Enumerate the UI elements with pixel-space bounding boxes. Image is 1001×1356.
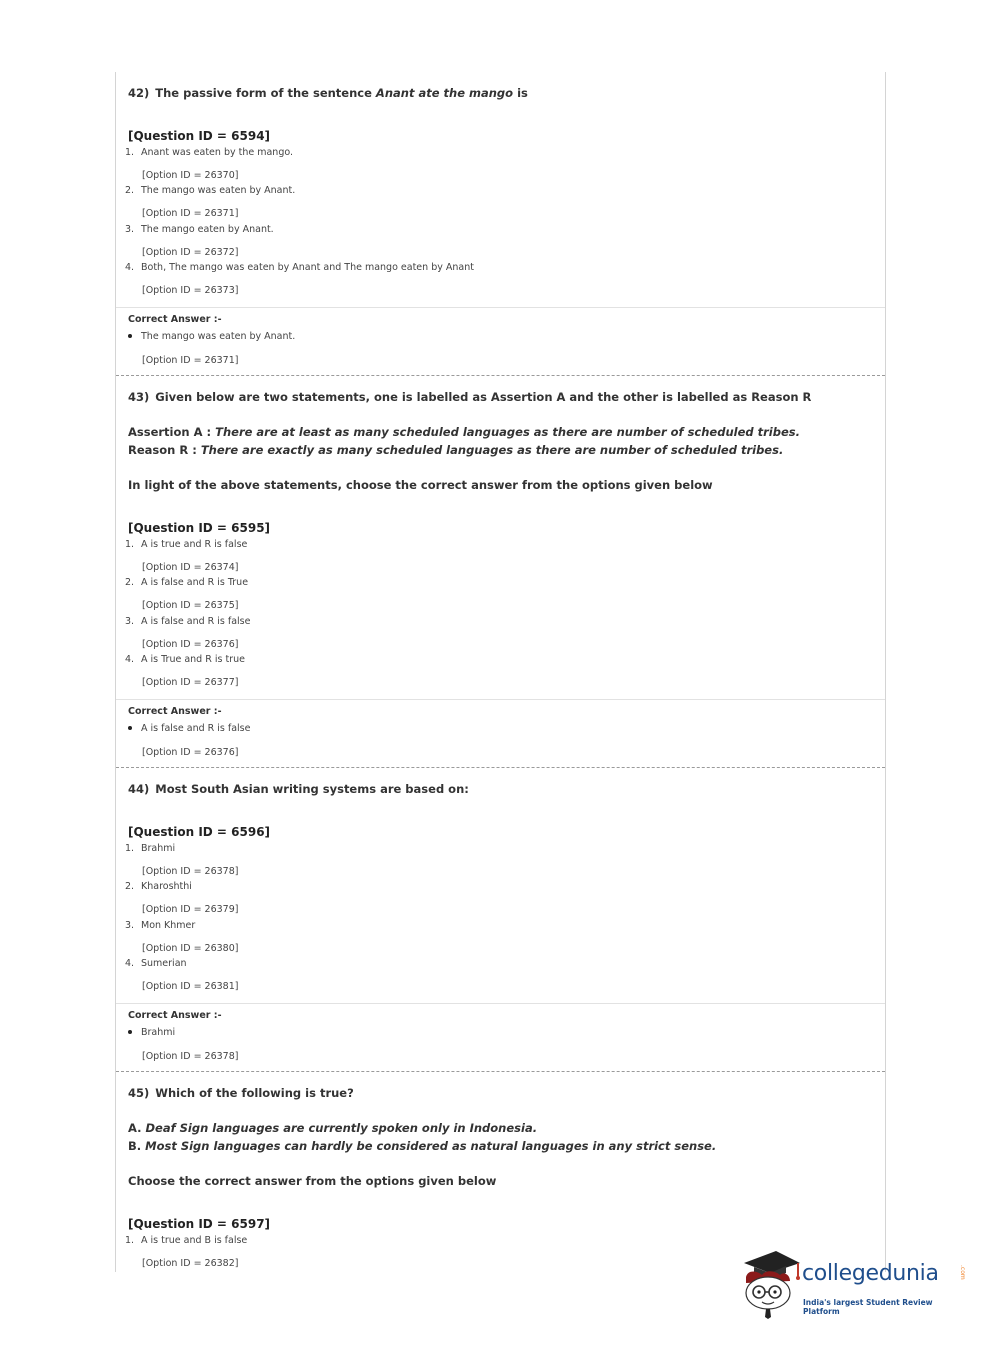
divider [116, 1003, 885, 1004]
correct-option-id: [Option ID = 26371] [142, 355, 239, 366]
correct-answer-label: Correct Answer :- [128, 314, 222, 325]
option: 2. A is false and R is True [125, 577, 249, 588]
correct-option-id: [Option ID = 26376] [142, 747, 239, 758]
statement-b: B. Most Sign languages can hardly be considered as natural languages in any strict sense. [128, 1139, 717, 1153]
question-separator [116, 1071, 885, 1072]
correct-answer: A is false and R is false [128, 723, 250, 734]
question-id: [Question ID = 6594] [128, 129, 271, 143]
correct-answer: Brahmi [128, 1027, 175, 1038]
option: 1. Brahmi [125, 843, 176, 854]
question-id: [Question ID = 6595] [128, 521, 271, 535]
question-separator [116, 375, 885, 376]
option: 2. Kharoshthi [125, 881, 192, 892]
divider [116, 307, 885, 308]
correct-answer: The mango was eaten by Anant. [128, 331, 295, 342]
option: 1. A is true and B is false [125, 1235, 248, 1246]
instruction: In light of the above statements, choose the correct answer from the options given below [128, 478, 713, 492]
option: 4. Sumerian [125, 958, 187, 969]
option: 1. Anant was eaten by the mango. [125, 147, 294, 158]
option-id: [Option ID = 26372] [142, 247, 239, 258]
option-id: [Option ID = 26382] [142, 1258, 239, 1269]
question-paper-frame [115, 72, 886, 1272]
collegedunia-logo[interactable] [740, 1247, 970, 1319]
option-id: [Option ID = 26377] [142, 677, 239, 688]
option: 4. Both, The mango was eaten by Anant and The mango eaten by Anant [125, 262, 474, 273]
option: 4. A is True and R is true [125, 654, 245, 665]
correct-answer-label: Correct Answer :- [128, 706, 222, 717]
option: 3. The mango eaten by Anant. [125, 224, 274, 235]
option-id: [Option ID = 26379] [142, 904, 239, 915]
option-id: [Option ID = 26376] [142, 639, 239, 650]
option: 1. A is true and R is false [125, 539, 248, 550]
option-id: [Option ID = 26381] [142, 981, 239, 992]
reason: Reason R : There are exactly as many scheduled languages as there are number of scheduled tribes. [128, 443, 784, 457]
mascot-icon [740, 1247, 802, 1319]
question-title: 45) Which of the following is true? [128, 1086, 354, 1100]
question-title: 43) Given below are two statements, one is labelled as Assertion A and the other is labelled as Reason R [128, 390, 812, 404]
option: 2. The mango was eaten by Anant. [125, 185, 296, 196]
option-id: [Option ID = 26374] [142, 562, 239, 573]
logo-tagline: India's largest Student Review Platform [803, 1298, 933, 1316]
option-id: [Option ID = 26380] [142, 943, 239, 954]
question-id: [Question ID = 6597] [128, 1217, 271, 1231]
statement-a: A. Deaf Sign languages are currently spoken only in Indonesia. [128, 1121, 538, 1135]
option-id: [Option ID = 26371] [142, 208, 239, 219]
option: 3. A is false and R is false [125, 616, 251, 627]
option-id: [Option ID = 26378] [142, 866, 239, 877]
correct-option-id: [Option ID = 26378] [142, 1051, 239, 1062]
instruction: Choose the correct answer from the options given below [128, 1174, 497, 1188]
divider [116, 699, 885, 700]
question-separator [116, 767, 885, 768]
logo-wordmark: collegedunia [802, 1261, 939, 1286]
option-id: [Option ID = 26370] [142, 170, 239, 181]
option-id: [Option ID = 26373] [142, 285, 239, 296]
question-id: [Question ID = 6596] [128, 825, 271, 839]
assertion: Assertion A : There are at least as many scheduled languages as there are number of scheduled tribes. [128, 425, 800, 439]
logo-suffix: .com [959, 1265, 966, 1280]
option: 3. Mon Khmer [125, 920, 196, 931]
correct-answer-label: Correct Answer :- [128, 1010, 222, 1021]
question-title: 44) Most South Asian writing systems are based on: [128, 782, 469, 796]
option-id: [Option ID = 26375] [142, 600, 239, 611]
question-title: 42) The passive form of the sentence Anant ate the mango is [128, 86, 528, 100]
